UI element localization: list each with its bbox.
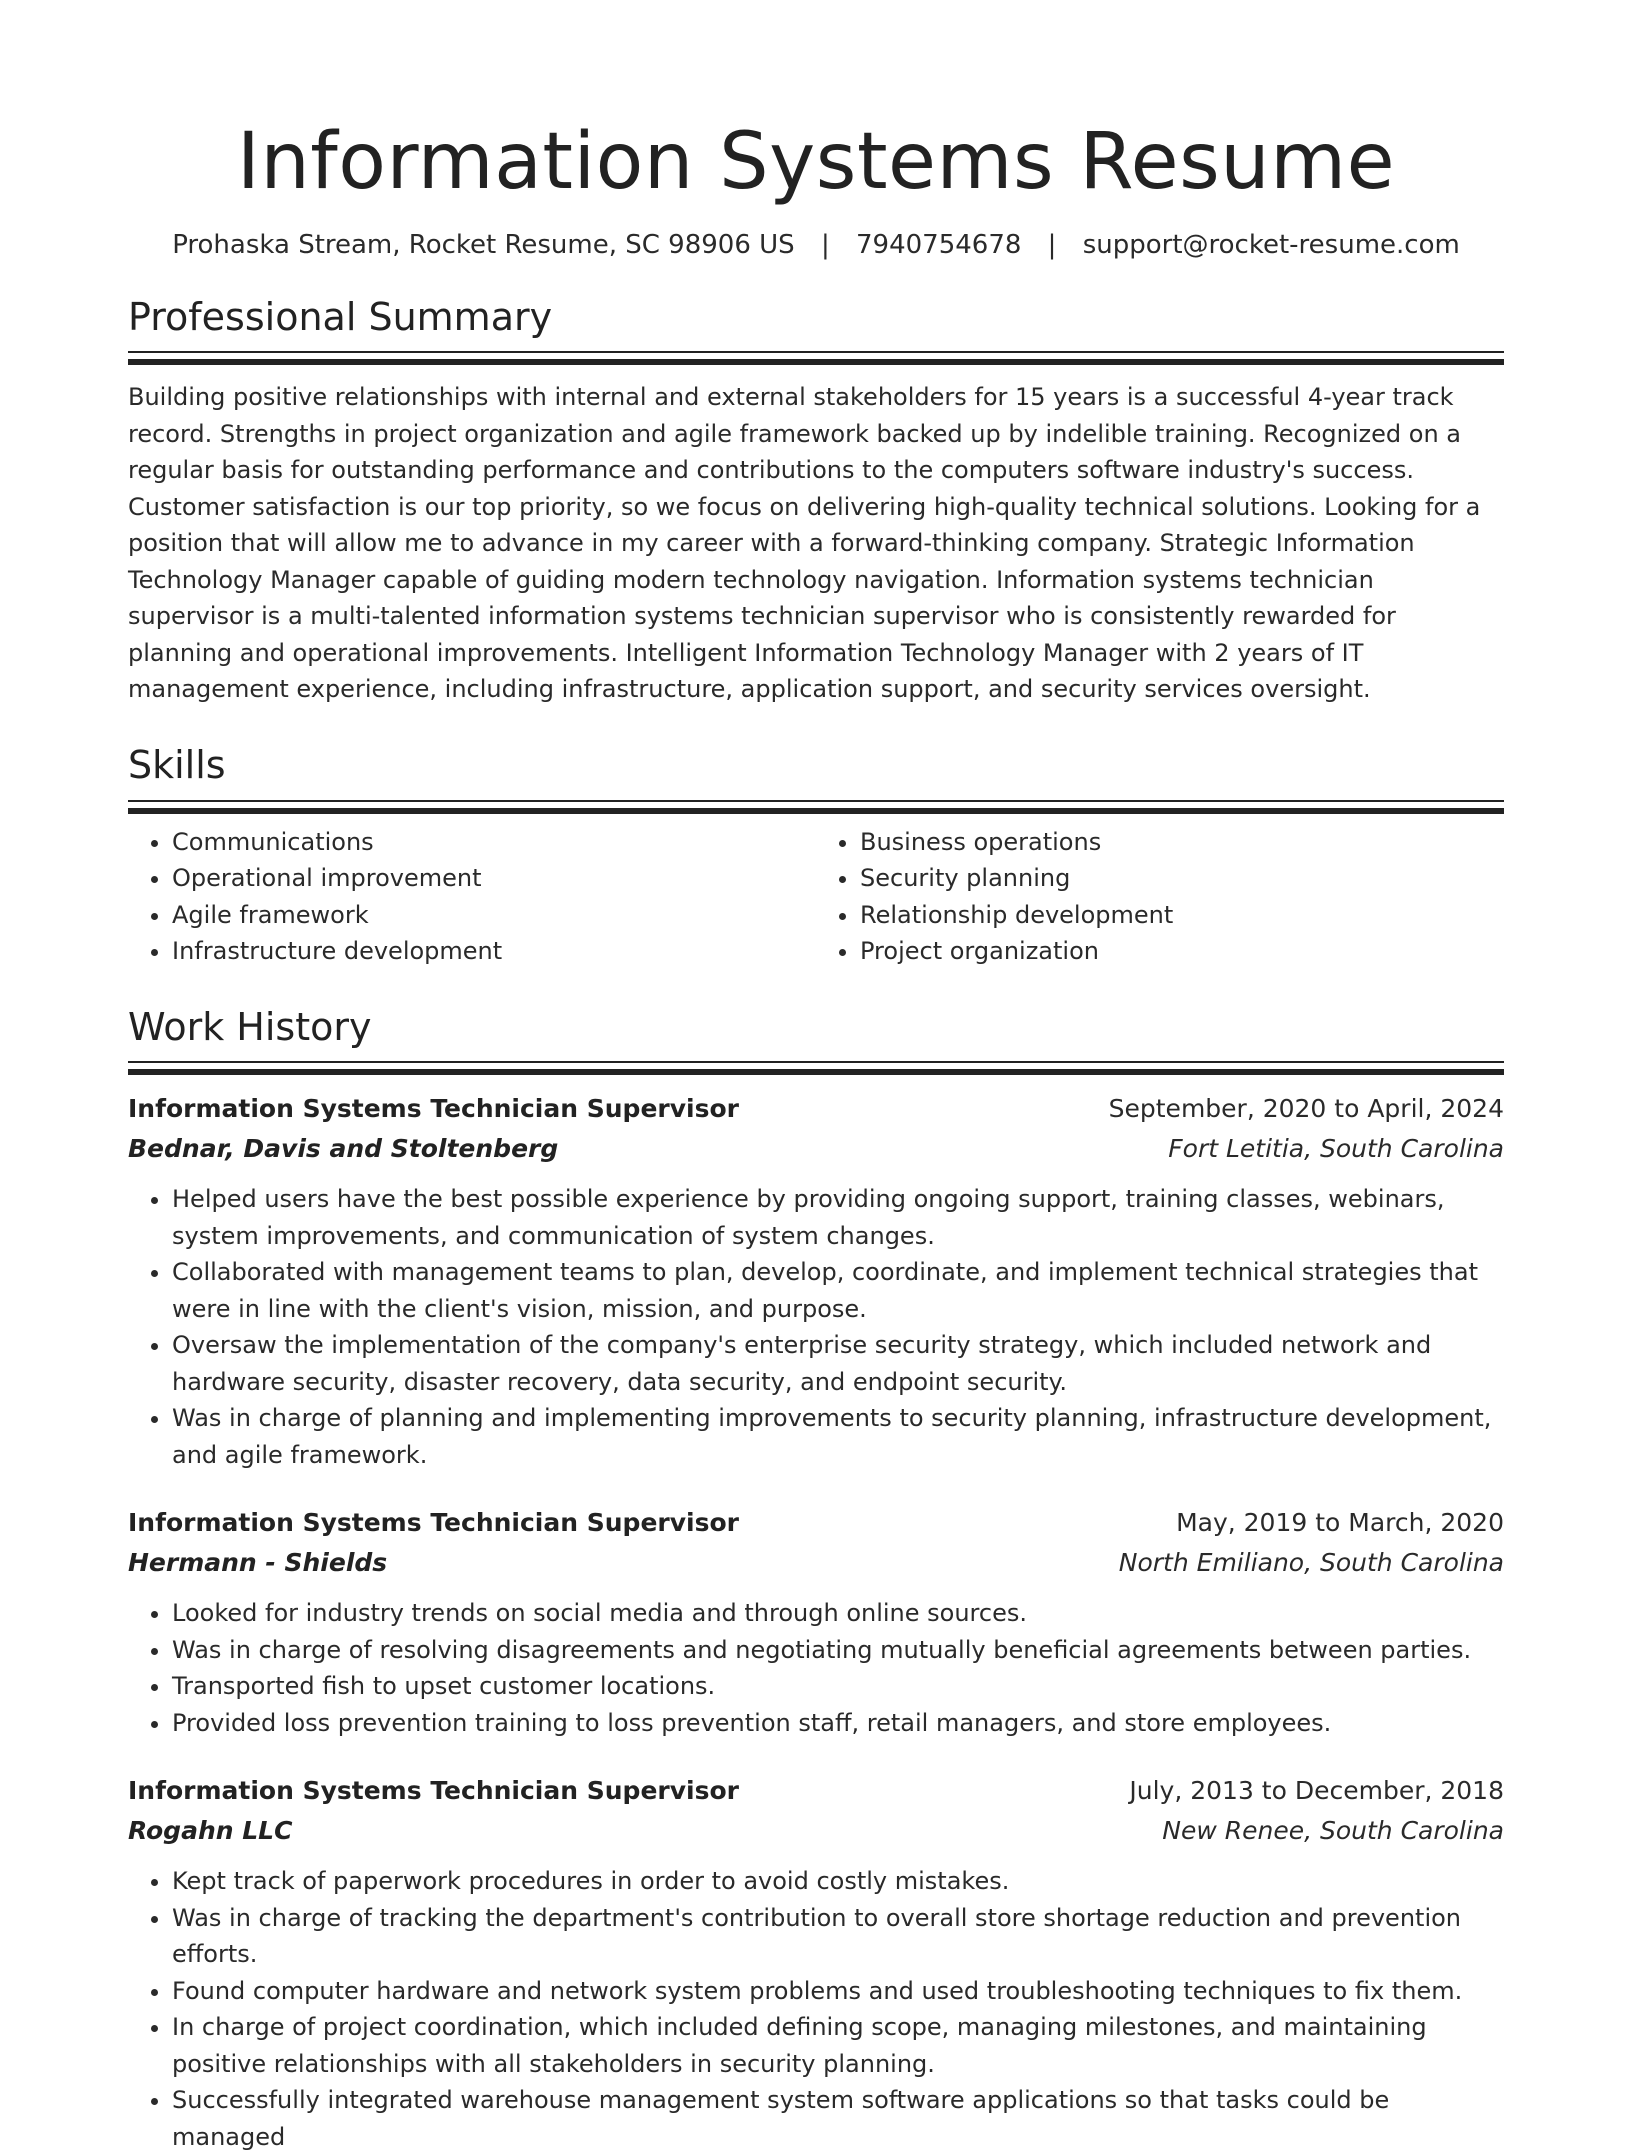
job-entry [128, 1503, 1504, 1741]
job-bullet: • Was in charge of resolving disagreements and negotiating mutually beneficial agreements between parties. [172, 1632, 1504, 1669]
job-company-row [128, 1811, 1504, 1851]
contact-phone: 7940754678 [855, 229, 1022, 260]
job-company-row [128, 1543, 1504, 1583]
job-header-row [128, 1089, 1504, 1129]
section-divider [128, 1061, 1504, 1075]
skill-item: • Agile framework [172, 897, 816, 934]
job-bullets [128, 1181, 1504, 1473]
job-bullet: • Helped users have the best possible experience by providing ongoing support, training classes, webinars, system improvements, and communication of system changes. [172, 1181, 1504, 1254]
job-header-row [128, 1771, 1504, 1811]
skill-item: • Relationship development [860, 897, 1504, 934]
skills-list-right [816, 824, 1504, 970]
skills-columns [128, 824, 1504, 970]
job-title: Information Systems Technician Supervisor [128, 1094, 739, 1124]
professional-summary-section [128, 296, 1504, 708]
job-entry [128, 1771, 1504, 2155]
job-dates: May, 2019 to March, 2020 [1176, 1508, 1504, 1538]
job-bullets [128, 1595, 1504, 1741]
contact-email: support@rocket-resume.com [1082, 229, 1460, 260]
job-bullet: • Collaborated with management teams to plan, develop, coordinate, and implement technical strategies that were in line with the client's vision, mission, and purpose. [172, 1254, 1504, 1327]
job-location: New Renee, South Carolina [1162, 1816, 1504, 1846]
contact-separator: | [1047, 229, 1057, 260]
contact-separator: | [820, 229, 830, 260]
job-bullet: • Looked for industry trends on social media and through online sources. [172, 1595, 1504, 1632]
skill-item: • Business operations [860, 824, 1504, 861]
job-bullet: • Kept track of paperwork procedures in order to avoid costly mistakes. [172, 1863, 1504, 1900]
skills-section [128, 744, 1504, 970]
job-title: Information Systems Technician Supervisor [128, 1508, 739, 1538]
contact-line [128, 230, 1504, 260]
resume-title: Information Systems Resume [236, 117, 1396, 207]
section-heading: Skills [128, 742, 226, 787]
skill-item: • Project organization [860, 933, 1504, 970]
job-dates: September, 2020 to April, 2024 [1108, 1094, 1504, 1124]
job-bullets [128, 1863, 1504, 2155]
job-company: Rogahn LLC [128, 1816, 293, 1846]
skills-list-left [128, 824, 816, 970]
job-dates: July, 2013 to December, 2018 [1129, 1776, 1504, 1806]
contact-address: Prohaska Stream, Rocket Resume, SC 98906 US [172, 229, 795, 260]
skill-item: • Security planning [860, 860, 1504, 897]
job-bullet: • Found computer hardware and network system problems and used troubleshooting techniques to fix them. [172, 1973, 1504, 2010]
work-history-section [128, 1006, 1504, 2155]
job-bullet: • Successfully integrated warehouse management system software applications so that tasks could be managed [172, 2082, 1504, 2155]
section-heading: Professional Summary [128, 294, 553, 339]
job-bullet: • Provided loss prevention training to loss prevention staff, retail managers, and store employees. [172, 1705, 1504, 1742]
job-bullet: • Was in charge of planning and implementing improvements to security planning, infrastructure development, and agile framework. [172, 1400, 1504, 1473]
skill-item: • Communications [172, 824, 816, 861]
job-location: North Emiliano, South Carolina [1118, 1548, 1504, 1578]
skill-item: • Operational improvement [172, 860, 816, 897]
section-divider [128, 800, 1504, 814]
job-header-row [128, 1503, 1504, 1543]
job-company: Bednar, Davis and Stoltenberg [128, 1134, 559, 1164]
skill-item: • Infrastructure development [172, 933, 816, 970]
section-heading: Work History [128, 1004, 372, 1049]
job-entry [128, 1089, 1504, 1473]
summary-text: Building positive relationships with internal and external stakeholders for 15 years is a successful 4-year track record. Strengths in project organization and agile framework backed up by indelible training. Recognized on a regular basis for outstanding performance and contributions to the computers software industry's success. Customer satisfaction is our top priority, so we focus on delivering high-quality technical solutions. Looking for a position that will allow me to advance in my career with a forward-thinking company. Strategic Information Technology Manager capable of guiding modern technology navigation. Information systems technician supervisor is a multi-talented information systems technician supervisor who is consistently rewarded for planning and operational improvements. Intelligent Information Technology Manager with 2 years of IT management experience, including infrastructure, application support, and security services oversight. [128, 383, 1481, 704]
section-divider [128, 351, 1504, 365]
job-bullet: • Transported fish to upset customer locations. [172, 1668, 1504, 1705]
job-company: Hermann - Shields [128, 1548, 388, 1578]
job-company-row [128, 1129, 1504, 1169]
job-title: Information Systems Technician Supervisor [128, 1776, 739, 1806]
job-location: Fort Letitia, South Carolina [1168, 1134, 1504, 1164]
job-bullet: • In charge of project coordination, which included defining scope, managing milestones, and maintaining positive relationships with all stakeholders in security planning. [172, 2009, 1504, 2082]
job-bullet: • Was in charge of tracking the department's contribution to overall store shortage reduction and prevention efforts. [172, 1900, 1504, 1973]
job-bullet: • Oversaw the implementation of the company's enterprise security strategy, which included network and hardware security, disaster recovery, data security, and endpoint security. [172, 1327, 1504, 1400]
